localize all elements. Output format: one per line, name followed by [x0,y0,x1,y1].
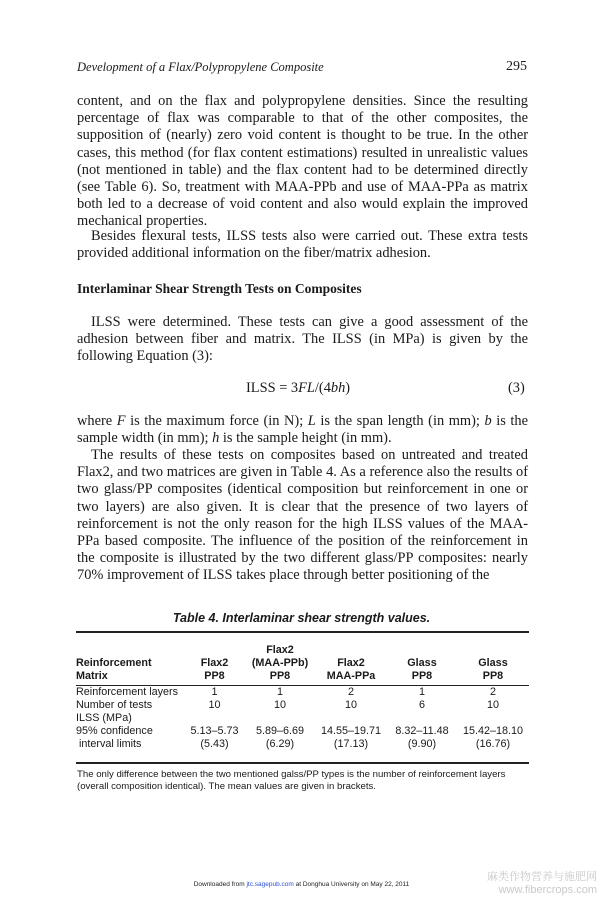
table-cell: 6 [418,699,425,711]
paragraph-ilss-intro: Besides flexural tests, ILSS tests also were carried out. These extra tests provided additional information on the fiber/matrix adhesion. [77,228,528,262]
page-number: 295 [506,59,527,74]
paragraph-void-content: content, and on the flax and polypropylene densities. Since the resulting percentage of flax was comparable to that of the other composites, the supposition of (nearly) zero void content is thought to be true. In the other cases, this method (for flax content estimations) resulted in unrealistic values (not mentioned in table) and the flax content had to be determined directly (see Table 6). So, treatment with MAA-PPb and use of MAA-PPa as matrix both led to a decrease of void content and also would explain the improved mechanical properties. [77,93,528,230]
table-footnote: The only difference between the two mentioned galss/PP types is the number of reinforcement layers (overall composition identical). The mean values are given in brackets. [77,769,506,792]
paragraph-variable-definitions: where F is the maximum force (in N); L is the span length (in mm); b is the sample width (in mm); h is the sample height (in mm). [77,413,529,447]
table-header-row [76,637,529,683]
table-row [76,725,529,751]
table-header-cell: Glass PP8 [478,657,508,682]
table-header-cell: Flax2 (MAA-PPb) PP8 [251,644,309,682]
table-cell: 10 [486,699,499,711]
table-cell: 2 [347,686,354,698]
table-bottom-rule [76,762,529,764]
table-row-label: 95% confidence interval limits [76,725,153,750]
table-cell: 10 [273,699,286,711]
table-header-cell: Glass PP8 [407,657,437,682]
table-row [76,699,529,725]
table-cell: 2 [489,686,496,698]
table-row [76,683,529,699]
equation-number: (3) [508,380,525,396]
table-cell: 1 [276,686,283,698]
table-cell: 10 [344,699,357,711]
table-caption: Table 4. Interlaminar shear strength values. [172,611,431,625]
table-cell: 8.32–11.48 (9.90) [395,725,449,750]
table-row-label: Number of tests ILSS (MPa) [76,699,153,724]
equation-ilss: ILSS = 3FL/(4bh) [246,380,351,396]
table-cell: 15.42–18.10 (16.76) [462,725,524,750]
running-title: Development of a Flax/Polypropylene Composite [77,60,324,74]
table-header-cell: Flax2 MAA-PPa [326,657,376,682]
table-cell: 14.55–19.71 (17.13) [320,725,382,750]
table-cell: 1 [211,686,218,698]
paragraph-results: The results of these tests on composites based on untreated and treated Flax2, and two matrices are given in Table 4. As a reference also the results of two glass/PP composites (identical composition but reinforcement in one or two layers) are also given. It is clear that the presence of two layers of reinforcement is not the only reason for the high ILSS values of the MAA-PPa based composite. The influence of the position of the reinforcement in the composite is illustrated by the two different glass/PP composites: nearly 70% improvement of ILSS takes place through better positioning of the [77,447,528,584]
table-row-label: Reinforcement layers [76,686,179,698]
section-heading: Interlaminar Shear Strength Tests on Composites [77,281,362,296]
source-link[interactable]: jtc.sagepub.com [246,881,294,888]
table-top-rule [76,631,529,633]
paragraph-ilss-method: ILSS were determined. These tests can give a good assessment of the adhesion between fiber and matrix. The ILSS (in MPa) is given by the following Equation (3): [77,314,528,365]
site-watermark: 麻类作物营养与施肥网 www.fibercrops.com [487,871,597,896]
table-header-cell: Flax2 PP8 [200,657,229,682]
download-footer: Downloaded from jtc.sagepub.com at Donghua University on May 22, 2011 [193,881,410,888]
table-cell: 10 [208,699,221,711]
table-cell: 5.13–5.73 (5.43) [190,725,239,750]
table-header-cell: Reinforcement Matrix [76,657,152,682]
table-cell: 5.89–6.69 (6.29) [255,725,305,750]
ilss-table [76,637,529,751]
table-cell: 1 [418,686,425,698]
